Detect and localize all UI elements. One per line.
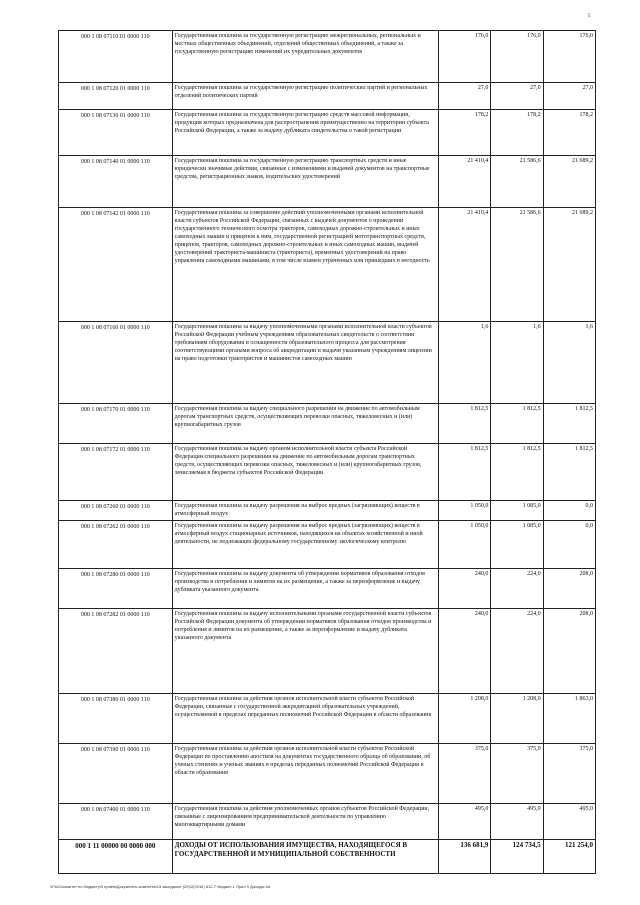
budget-code: 000 1 08 07142 01 0000 110 [59,208,173,322]
budget-code: 000 1 08 07380 01 0000 110 [59,694,173,744]
budget-code: 000 1 08 07140 01 0000 110 [59,156,173,208]
value-year-2: 1,6 [491,322,543,404]
value-year-2: 495,0 [491,804,543,840]
value-year-1: 1,6 [439,322,491,404]
revenue-name: Государственная пошлина за государственную регистрацию политических партий и региональных отделений политических партий [172,83,438,110]
value-year-1: 21 410,4 [439,208,491,322]
value-year-2: 27,0 [491,83,543,110]
value-year-3: 0,0 [543,521,595,569]
budget-code: 000 1 08 07400 01 0000 110 [59,804,173,840]
budget-code: 000 1 08 07260 01 0000 110 [59,501,173,521]
revenue-name: Государственная пошлина за выдачу специального разрешения на движение по автомобильным дорогам транспортных средств, осуществляющих перевозки опасных, тяжеловесных и (или) крупногабаритных грузов [172,404,438,444]
revenue-name: Государственная пошлина за государственную регистрацию средств массовой информации, продукция которых предназначена для распространения преимущественно на территории субъекта Российской Федерации, а также за выдачу дубликата свидетельства о такой регистрации [172,110,438,156]
file-path-footer: \\Fs01\комитет по бюджету\0 приём\Документы комитета\24 заседание (25)\2(2016) 812-7 бюджет-1 Прил 9 Доходы.xls [50,884,271,889]
value-year-1: 1 208,0 [439,694,491,744]
revenue-name: Государственная пошлина за совершение действий уполномоченными органами исполнительной власти субъектов Российской Федерации, связанных с выдачей документов о проведении государственного технического осмотра тракторов, самоходных дорожно-строительных и иных самоходных машин и прицепов к ним, государственной регистрацией мототранспортных средств, прицепов, тракторов, самоходных дорожно-строительных и иных самоходных машин, выдачей удостоверений тракториста-машиниста (тракториста), временных удостоверений на право управления самоходными машинами, в том числе взамен утраченных или пришедших в негодность [172,208,438,322]
value-year-1: 178,2 [439,110,491,156]
budget-code: 000 1 08 07130 01 0000 110 [59,110,173,156]
table-row [59,156,596,208]
value-year-2: 1 085,0 [491,521,543,569]
value-year-2: 1 085,0 [491,501,543,521]
value-year-3: 1 812,5 [543,404,595,444]
table-row [59,444,596,501]
value-year-1: 27,0 [439,83,491,110]
value-year-1: 136 681,9 [439,840,491,874]
value-year-1: 21 410,4 [439,156,491,208]
value-year-1: 1 050,0 [439,501,491,521]
value-year-3: 375,0 [543,744,595,804]
table-row [59,322,596,404]
table-row [59,521,596,569]
value-year-1: 1 812,5 [439,404,491,444]
value-year-3: 0,0 [543,501,595,521]
value-year-1: 1 812,5 [439,444,491,501]
value-year-1: 176,0 [439,31,491,83]
revenue-name: Государственная пошлина за действия органов исполнительной власти субъектов Российской Федерации по проставлению апостиля на документах государственного образца об образовании, об ученых степенях и ученых званиях в пределах переданных полномочий Российской Федерации в области образования [172,744,438,804]
value-year-3: 495,0 [543,804,595,840]
budget-code: 000 1 08 07172 01 0000 110 [59,444,173,501]
value-year-3: 27,0 [543,83,595,110]
value-year-3: 208,0 [543,609,595,694]
revenue-table [58,30,596,874]
value-year-3: 178,2 [543,110,595,156]
revenue-name: ДОХОДЫ ОТ ИСПОЛЬЗОВАНИЯ ИМУЩЕСТВА, НАХОДЯЩЕГОСЯ В ГОСУДАРСТВЕННОЙ И МУНИЦИПАЛЬНОЙ СОБСТВЕННОСТИ [172,840,438,874]
revenue-name: Государственная пошлина за действия органов исполнительной власти субъектов Российской Федерации, связанные с государственной аккредитацией образовательных учреждений, осуществляемой в пределах переданных полномочий Российской Федерации в области образования [172,694,438,744]
budget-code: 000 1 11 00000 00 0000 000 [59,840,173,874]
value-year-3: 1,6 [543,322,595,404]
value-year-2: 124 734,5 [491,840,543,874]
value-year-3: 121 254,0 [543,840,595,874]
value-year-3: 21 689,2 [543,156,595,208]
table-row [59,694,596,744]
value-year-1: 240,0 [439,609,491,694]
revenue-name: Государственная пошлина за выдачу разрешения на выброс вредных (загрязняющих) веществ в атмосферный воздух [172,501,438,521]
value-year-2: 178,2 [491,110,543,156]
value-year-3: 1 863,0 [543,694,595,744]
budget-code: 000 1 08 07390 01 0000 110 [59,744,173,804]
value-year-1: 1 050,0 [439,521,491,569]
budget-code: 000 1 08 07110 01 0000 110 [59,31,173,83]
revenue-name: Государственная пошлина за государственную регистрацию межрегиональных, региональных и местных общественных объединений, отделений общественных объединений, а также за государственную регистрацию изменений их учредительных документов [172,31,438,83]
value-year-2: 1 812,5 [491,404,543,444]
budget-code: 000 1 08 07280 01 0000 110 [59,569,173,609]
value-year-3: 176,0 [543,31,595,83]
revenue-name: Государственная пошлина за выдачу уполномоченными органами исполнительной власти субъектов Российской Федерации учебным учреждениям образовательных свидетельств о соответствии требованиям оборудования и оснащенности образовательного процесса для рассмотрения соответствующими органами вопроса об аккредитации и выдачи указанным учреждениям лицензии на право подготовки трактористов и машинистов самоходных машин [172,322,438,404]
revenue-name: Государственная пошлина за выдачу документа об утверждении нормативов образования отходов производства и потребления и лимитов на их размещение, а также за переоформление и выдачу дубликата указанного документа [172,569,438,609]
table-row [59,208,596,322]
revenue-name: Государственная пошлина за выдачу органом исполнительной власти субъекта Российской Федерации специального разрешения на движение по автомобильным дорогам транспортных средств, осуществляющих перевозки опасных, тяжеловесных и (или) крупногабаритных грузов, зачисляемая в бюджеты субъектов Российской Федерации [172,444,438,501]
table-row [59,110,596,156]
value-year-2: 21 586,6 [491,156,543,208]
budget-code: 000 1 08 07160 01 0000 110 [59,322,173,404]
value-year-3: 21 689,2 [543,208,595,322]
table-row-section-total [59,840,596,874]
value-year-1: 240,0 [439,569,491,609]
table-row [59,83,596,110]
value-year-2: 1 208,0 [491,694,543,744]
table-row [59,404,596,444]
value-year-2: 1 812,5 [491,444,543,501]
table-row [59,501,596,521]
budget-code: 000 1 08 07282 01 0000 110 [59,609,173,694]
value-year-3: 208,0 [543,569,595,609]
table-row [59,609,596,694]
value-year-2: 224,0 [491,569,543,609]
budget-code: 000 1 08 07170 01 0000 110 [59,404,173,444]
value-year-3: 1 812,5 [543,444,595,501]
revenue-name: Государственная пошлина за выдачу исполнительными органами государственной власти субъектов Российской Федерации документа об утверждении нормативов образования отходов производства и потребления и лимитов на их размещение, а также за переоформление и выдачу дубликата указанного документа [172,609,438,694]
revenue-name: Государственная пошлина за действия уполномоченных органов субъектов Российской Федерации, связанные с лицензированием предпринимательской деятельности по управлению многоквартирными домами [172,804,438,840]
table-row [59,31,596,83]
budget-code: 000 1 08 07262 01 0000 110 [59,521,173,569]
revenue-name: Государственная пошлина за государственную регистрацию транспортных средств и иные юридически значимые действия, связанные с изменениями и выдачей документов на транспортные средства, регистрационных знаков, водительских удостоверений [172,156,438,208]
revenue-name: Государственная пошлина за выдачу разрешения на выброс вредных (загрязняющих) веществ в атмосферный воздух стационарных источников, находящихся на объектах хозяйственной и иной деятельности, не подлежащих федеральному государственному экологическому контролю [172,521,438,569]
value-year-2: 21 586,6 [491,208,543,322]
table-row [59,569,596,609]
table-row [59,744,596,804]
value-year-2: 224,0 [491,609,543,694]
value-year-2: 375,0 [491,744,543,804]
value-year-2: 176,0 [491,31,543,83]
table-row [59,804,596,840]
value-year-1: 495,0 [439,804,491,840]
page-number: 5 [588,14,591,19]
value-year-1: 375,0 [439,744,491,804]
budget-code: 000 1 08 07120 01 0000 110 [59,83,173,110]
